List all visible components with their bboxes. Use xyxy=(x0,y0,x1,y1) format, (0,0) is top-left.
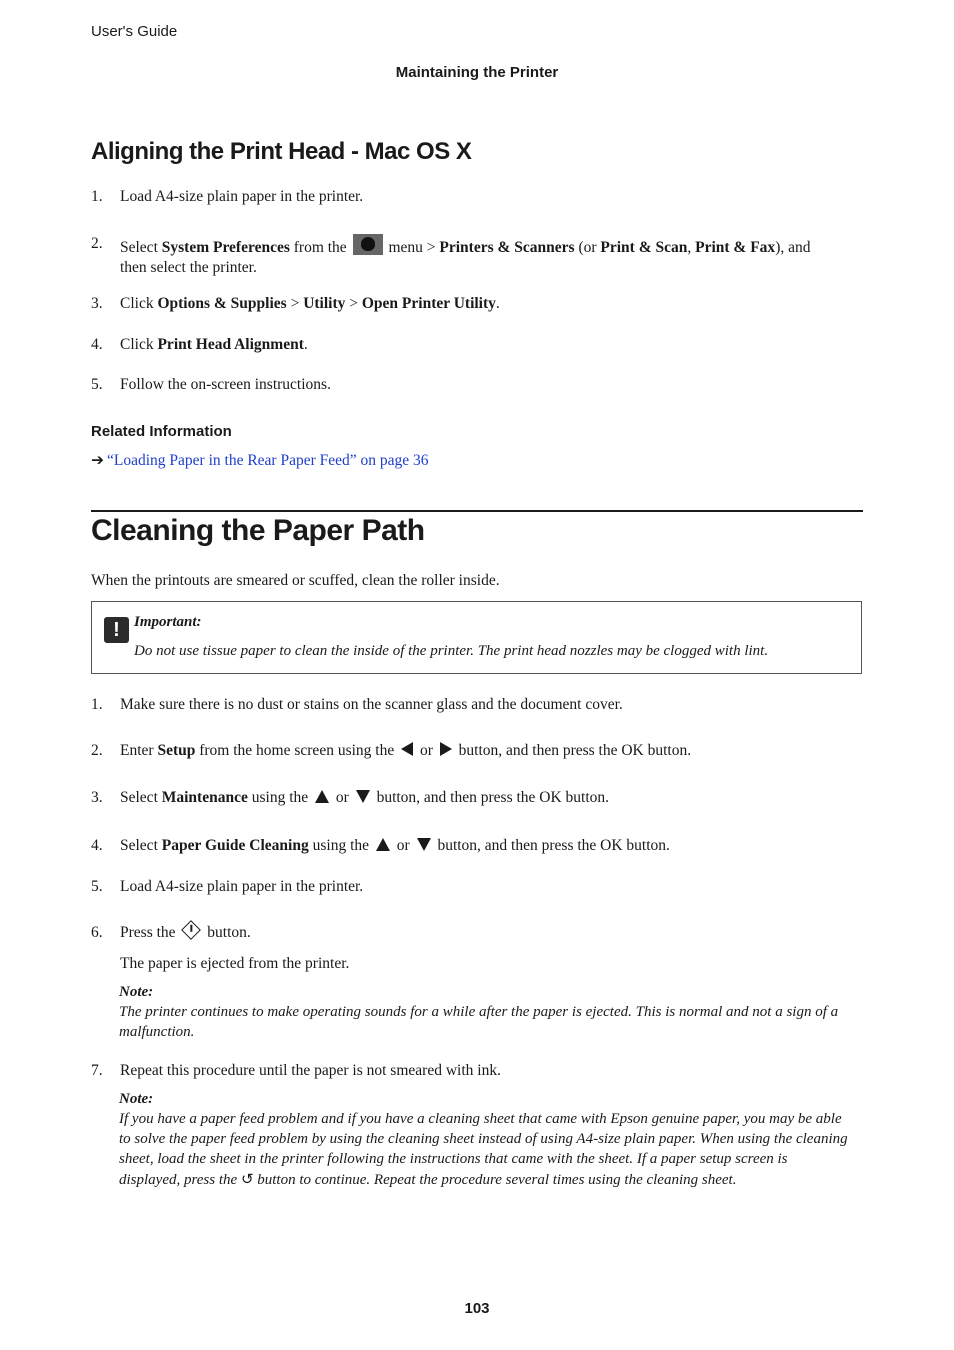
arrow-right-icon: ➔ xyxy=(91,452,104,469)
down-arrow-button-icon xyxy=(417,838,431,851)
step-text xyxy=(120,234,863,278)
step-number: 5. xyxy=(91,376,103,393)
intro-paragraph: When the printouts are smeared or scuffed, clean the roller inside. xyxy=(91,572,500,589)
text-run: using the xyxy=(308,837,373,854)
step-number: 4. xyxy=(91,336,103,353)
important-label: Important: xyxy=(134,614,202,630)
text-run: Click xyxy=(120,295,158,312)
step-number: 5. xyxy=(91,878,103,895)
ui-term: Print & Scan xyxy=(600,239,688,256)
section-title-cleaning: Cleaning the Paper Path xyxy=(91,514,425,547)
text-run: > xyxy=(345,295,362,312)
text-run: button. xyxy=(203,924,251,941)
step-number: 1. xyxy=(91,696,103,713)
text-run: (or xyxy=(574,239,601,256)
ui-term: Utility xyxy=(303,295,346,312)
text-run: from the xyxy=(289,239,351,256)
ui-term: Print & Fax xyxy=(695,239,776,256)
list-item xyxy=(91,234,863,278)
related-information-title: Related Information xyxy=(91,423,232,440)
step-result: The paper is ejected from the printer. xyxy=(120,955,350,972)
list-item xyxy=(91,695,863,715)
start-button-icon xyxy=(182,920,202,940)
text-run: button, and then press the OK button. xyxy=(433,837,670,854)
page-number: 103 xyxy=(464,1300,490,1317)
text-run: then select the printer. xyxy=(120,259,257,276)
list-item xyxy=(91,375,863,395)
list-item xyxy=(91,877,863,897)
step-text: Load A4-size plain paper in the printer. xyxy=(120,878,364,895)
text-run: Select xyxy=(120,837,162,854)
step-number: 4. xyxy=(91,837,103,854)
text-run: menu > xyxy=(384,239,440,256)
text-run: or xyxy=(392,837,414,854)
note-line: The printer continues to make operating sounds for a while after the paper is ejected. This is normal and not a sign of a xyxy=(119,1004,839,1020)
step-number: 3. xyxy=(91,295,103,312)
step-text: Follow the on-screen instructions. xyxy=(120,376,331,393)
step-text xyxy=(120,788,863,808)
list-item xyxy=(91,741,863,761)
list-item xyxy=(91,1061,863,1081)
step-text: Make sure there is no dust or stains on the scanner glass and the document cover. xyxy=(120,696,623,713)
exclamation-icon: ! xyxy=(104,617,129,643)
ui-term: Printers & Scanners xyxy=(439,239,575,256)
text-run: . xyxy=(303,336,308,353)
step-text xyxy=(120,741,863,761)
note-line: to solve the paper feed problem by using the cleaning sheet instead of using A4-size plain paper. When using the cleaning xyxy=(119,1131,848,1147)
text-run: using the xyxy=(247,789,313,806)
note-line: button to continue. Repeat the procedure several times using the cleaning sheet. xyxy=(253,1172,737,1188)
step-number: 7. xyxy=(91,1062,103,1079)
ui-term: Setup xyxy=(157,742,196,759)
section-title-aligning: Aligning the Print Head - Mac OS X xyxy=(91,138,472,165)
list-item xyxy=(91,187,863,207)
up-arrow-button-icon xyxy=(315,790,329,803)
text-run: or xyxy=(416,742,437,759)
step-text xyxy=(120,294,863,314)
important-text: Do not use tissue paper to clean the inside of the printer. The print head nozzles may be clogged with lint. xyxy=(134,643,769,659)
step-number: 3. xyxy=(91,789,103,806)
apple-menu-icon xyxy=(353,234,383,255)
step-text xyxy=(120,923,863,943)
running-header: User's Guide xyxy=(91,23,178,40)
text-run: Select xyxy=(120,789,162,806)
step-text: Repeat this procedure until the paper is not smeared with ink. xyxy=(120,1062,501,1079)
list-item xyxy=(91,788,863,808)
step-number: 2. xyxy=(91,742,103,759)
text-run: button, and then press the OK button. xyxy=(372,789,610,806)
text-run: or xyxy=(332,789,353,806)
ui-term: Paper Guide Cleaning xyxy=(161,837,309,854)
step-text xyxy=(120,335,863,355)
note-label: Note: xyxy=(119,1091,154,1107)
ui-term: System Preferences xyxy=(161,239,290,256)
list-item xyxy=(91,335,863,355)
list-item xyxy=(91,923,863,943)
step-number: 6. xyxy=(91,924,103,941)
text-run: , xyxy=(687,239,696,256)
right-arrow-button-icon xyxy=(440,742,452,756)
text-run: Enter xyxy=(120,742,158,759)
text-run: from the home screen using the xyxy=(195,742,399,759)
step-text xyxy=(120,836,863,856)
note-line: displayed, press the xyxy=(119,1172,241,1188)
text-run: Select xyxy=(120,239,162,256)
text-run: . xyxy=(495,295,500,312)
important-callout xyxy=(91,601,862,674)
list-item xyxy=(91,836,863,856)
text-run: Click xyxy=(120,336,158,353)
step-number: 2. xyxy=(91,235,103,252)
ui-term: Maintenance xyxy=(161,789,248,806)
left-arrow-button-icon xyxy=(401,742,413,756)
text-run: button, and then press the OK button. xyxy=(454,742,692,759)
text-run: > xyxy=(286,295,304,312)
note-label: Note: xyxy=(119,984,154,1000)
note-line: If you have a paper feed problem and if you have a cleaning sheet that came with Epson genuine paper, you may be able xyxy=(119,1111,842,1127)
text-run: ), and xyxy=(775,239,811,256)
list-item xyxy=(91,294,863,314)
note-text xyxy=(119,1002,869,1042)
section-divider xyxy=(91,510,863,512)
ui-term: Open Printer Utility xyxy=(361,295,496,312)
chapter-title: Maintaining the Printer xyxy=(395,64,559,81)
note-line: malfunction. xyxy=(119,1024,195,1040)
related-link-row[interactable] xyxy=(91,451,429,470)
up-arrow-button-icon xyxy=(376,838,390,851)
text-run: Press the xyxy=(120,924,180,941)
related-link[interactable]: “Loading Paper in the Rear Paper Feed” on page 36 xyxy=(107,452,429,469)
note-line: sheet, load the sheet in the printer following the instructions that came with the sheet. If a paper setup screen is xyxy=(119,1151,788,1167)
down-arrow-button-icon xyxy=(356,790,370,803)
ui-term: Print Head Alignment xyxy=(157,336,304,353)
ui-term: Options & Supplies xyxy=(157,295,287,312)
step-text: Load A4-size plain paper in the printer. xyxy=(120,188,364,205)
note-text xyxy=(119,1109,879,1190)
return-icon: ↺ xyxy=(240,1170,254,1188)
step-number: 1. xyxy=(91,188,103,205)
